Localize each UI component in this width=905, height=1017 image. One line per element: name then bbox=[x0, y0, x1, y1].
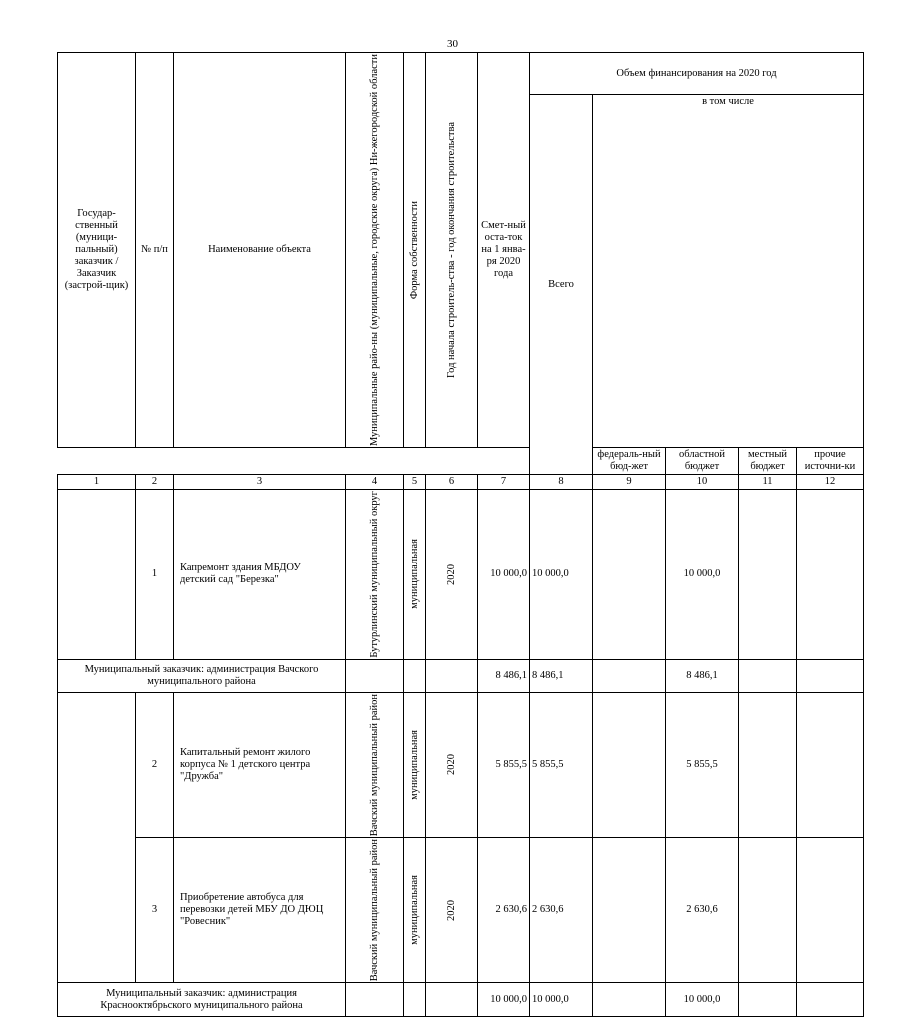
table-row bbox=[58, 692, 864, 837]
municipality-cell bbox=[346, 692, 404, 837]
regional: 2 630,6 bbox=[666, 837, 739, 982]
col-number: 12 bbox=[797, 475, 864, 490]
column-numbers-row bbox=[58, 475, 864, 490]
regional: 8 486,1 bbox=[666, 659, 739, 692]
year: 2020 bbox=[446, 899, 457, 921]
year: 2020 bbox=[446, 754, 457, 776]
other bbox=[797, 490, 864, 660]
col-number: 10 bbox=[666, 475, 739, 490]
page-number: 30 bbox=[447, 38, 458, 50]
col-number: 4 bbox=[346, 475, 404, 490]
ownership: муниципальная bbox=[409, 875, 420, 945]
estimate: 2 630,6 bbox=[478, 837, 530, 982]
estimate: 10 000,0 bbox=[478, 490, 530, 660]
header-ownership-cell bbox=[404, 53, 426, 448]
col-number: 6 bbox=[426, 475, 478, 490]
ownership-cell bbox=[404, 983, 426, 1017]
estimate: 8 486,1 bbox=[478, 659, 530, 692]
estimate: 5 855,5 bbox=[478, 692, 530, 837]
federal bbox=[593, 837, 666, 982]
federal bbox=[593, 692, 666, 837]
object-name: Приобретение автобуса для перевозки детей МБУ ДО ДЮЦ "Ровесник" bbox=[174, 837, 346, 982]
col-number: 9 bbox=[593, 475, 666, 490]
municipality: Вачский муниципальный район bbox=[369, 838, 380, 982]
header-years-cell bbox=[426, 53, 478, 448]
header-num: № п/п bbox=[136, 53, 174, 448]
col-number: 2 bbox=[136, 475, 174, 490]
table-row bbox=[58, 837, 864, 982]
header-years: Год начала строитель-ства - год окончания строительства bbox=[446, 122, 457, 379]
year-cell bbox=[426, 983, 478, 1017]
other bbox=[797, 659, 864, 692]
group-customer: Муниципальный заказчик: администрация Краснооктябрьского муниципального района bbox=[58, 983, 346, 1017]
col-number: 1 bbox=[58, 475, 136, 490]
ownership-cell bbox=[404, 659, 426, 692]
row-num: 3 bbox=[136, 837, 174, 982]
header-row-3 bbox=[58, 448, 864, 475]
header-municipality: Муниципальные райо-ны (муниципальные, городские округа) Ни-жегородской области bbox=[369, 54, 380, 447]
financing-table bbox=[57, 52, 864, 1017]
regional: 10 000,0 bbox=[666, 490, 739, 660]
local bbox=[739, 837, 797, 982]
year-cell bbox=[426, 692, 478, 837]
local bbox=[739, 490, 797, 660]
regional: 5 855,5 bbox=[666, 692, 739, 837]
total: 2 630,6 bbox=[530, 837, 593, 982]
local bbox=[739, 659, 797, 692]
object-name: Капремонт здания МБДОУ детский сад "Березка" bbox=[174, 490, 346, 660]
total: 8 486,1 bbox=[530, 659, 593, 692]
group-row bbox=[58, 659, 864, 692]
ownership-cell bbox=[404, 692, 426, 837]
customer-cell bbox=[58, 490, 136, 660]
col-number: 11 bbox=[739, 475, 797, 490]
total: 10 000,0 bbox=[530, 490, 593, 660]
municipality-cell bbox=[346, 837, 404, 982]
col-number: 5 bbox=[404, 475, 426, 490]
header-local: местный бюджет bbox=[739, 448, 797, 475]
year-cell bbox=[426, 490, 478, 660]
federal bbox=[593, 983, 666, 1017]
header-municipality-cell bbox=[346, 53, 404, 448]
row-num: 1 bbox=[136, 490, 174, 660]
ownership-cell bbox=[404, 837, 426, 982]
header-funding: Объем финансирования на 2020 год bbox=[530, 53, 864, 95]
header-customer: Государ-ственный (муници-пальный) заказчик / Заказчик (застрой-щик) bbox=[58, 53, 136, 448]
municipality: Бутурлинский муниципальный округ bbox=[369, 491, 380, 658]
municipality-cell bbox=[346, 983, 404, 1017]
col-number: 3 bbox=[174, 475, 346, 490]
municipality-cell bbox=[346, 659, 404, 692]
ownership-cell bbox=[404, 490, 426, 660]
header-row-1 bbox=[58, 53, 864, 95]
group-row bbox=[58, 983, 864, 1017]
estimate: 10 000,0 bbox=[478, 983, 530, 1017]
header-including: в том числе bbox=[593, 95, 864, 448]
other bbox=[797, 837, 864, 982]
ownership: муниципальная bbox=[409, 729, 420, 800]
municipality: Вачский муниципальный район bbox=[369, 693, 380, 836]
local bbox=[739, 983, 797, 1017]
year: 2020 bbox=[446, 563, 457, 585]
header-estimate: Смет-ный оста-ток на 1 янва-ря 2020 года bbox=[478, 53, 530, 448]
group-customer: Муниципальный заказчик: администрация Вачского муниципального района bbox=[58, 659, 346, 692]
total: 10 000,0 bbox=[530, 983, 593, 1017]
customer-cell bbox=[58, 692, 136, 983]
header-ownership: Форма собственности bbox=[409, 200, 420, 300]
header-total: Всего bbox=[530, 95, 593, 475]
other bbox=[797, 983, 864, 1017]
municipality-cell bbox=[346, 490, 404, 660]
regional: 10 000,0 bbox=[666, 983, 739, 1017]
header-other: прочие источни-ки bbox=[797, 448, 864, 475]
local bbox=[739, 692, 797, 837]
header-regional: областной бюджет bbox=[666, 448, 739, 475]
header-object-name: Наименование объекта bbox=[174, 53, 346, 448]
col-number: 8 bbox=[530, 475, 593, 490]
col-number: 7 bbox=[478, 475, 530, 490]
other bbox=[797, 692, 864, 837]
table-row bbox=[58, 490, 864, 660]
ownership: муниципальная bbox=[409, 539, 420, 610]
federal bbox=[593, 490, 666, 660]
object-name: Капитальный ремонт жилого корпуса № 1 детского центра "Дружба" bbox=[174, 692, 346, 837]
header-federal: федераль-ный бюд-жет bbox=[593, 448, 666, 475]
federal bbox=[593, 659, 666, 692]
year-cell bbox=[426, 659, 478, 692]
year-cell bbox=[426, 837, 478, 982]
row-num: 2 bbox=[136, 692, 174, 837]
total: 5 855,5 bbox=[530, 692, 593, 837]
